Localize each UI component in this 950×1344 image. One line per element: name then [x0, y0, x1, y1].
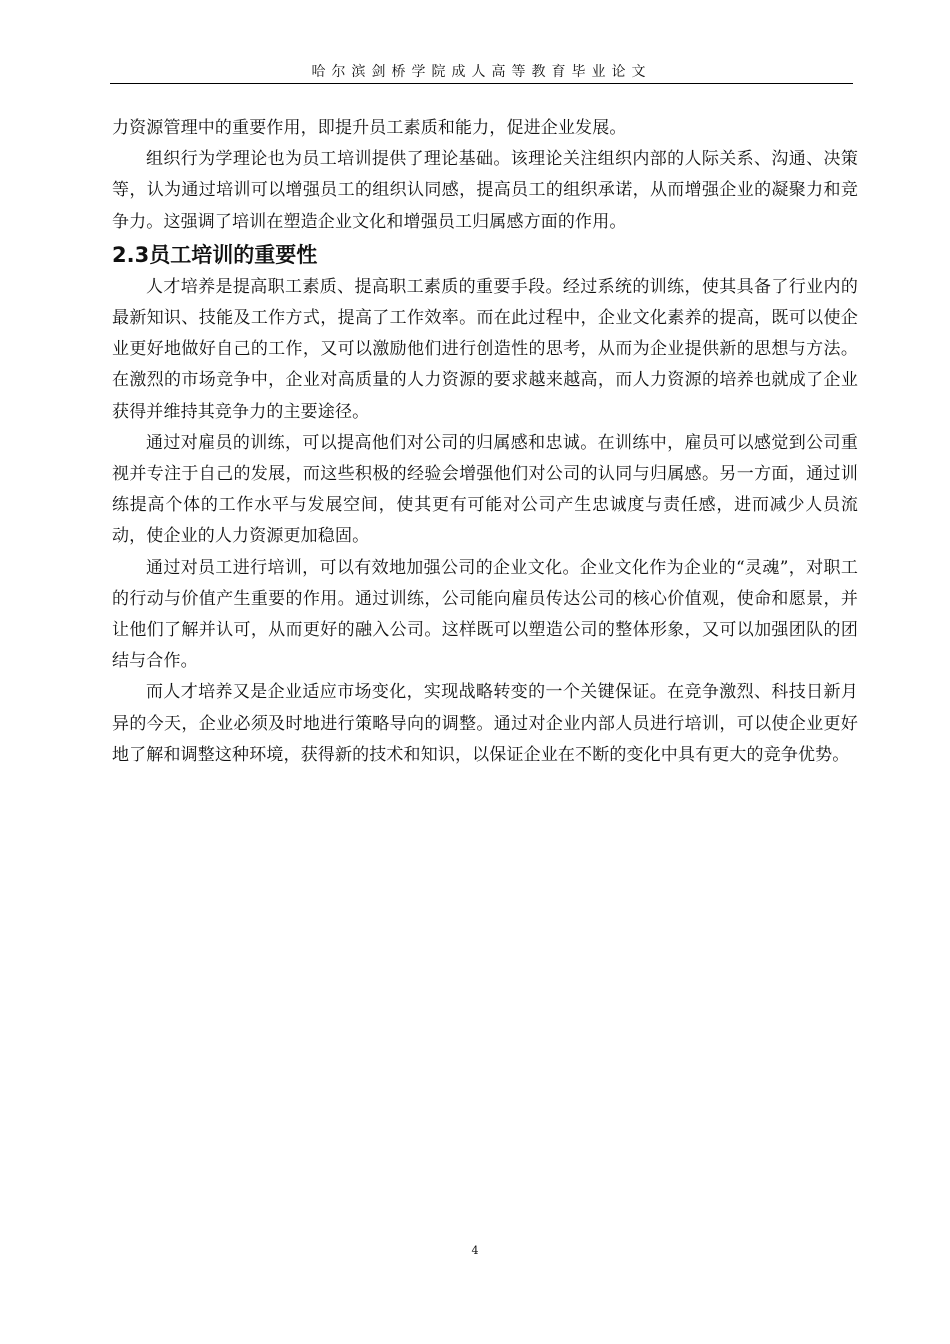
paragraph-corporate-culture: 通过对员工进行培训，可以有效地加强公司的企业文化。企业文化作为企业的“灵魂”，对职工的行动与价值产生重要的作用。通过训练，公司能向雇员传达公司的核心价值观，使命和愿景，并让他们了解并认可，从而更好的融入公司。这样既可以塑造公司的整体形象，又可以加强团队的团结与合作。: [112, 557, 858, 672]
page-header-title: 哈尔滨剑桥学院成人高等教育毕业论文: [311, 64, 652, 80]
paragraph-org-behavior-theory: 组织行为学理论也为员工培训提供了理论基础。该理论关注组织内部的人际关系、沟通、决策等，认为通过培训可以增强员工的组织认同感，提高员工的组织承诺，从而增强企业的凝聚力和竞争力。这强调了培训在塑造企业文化和增强员工归属感方面的作用。: [112, 149, 858, 232]
section-heading: 2.3员工培训的重要性: [112, 242, 318, 267]
paragraph-talent-cultivation: 人才培养是提高职工素质、提高职工素质的重要手段。经过系统的训练，使其具备了行业内的最新知识、技能及工作方式，提高了工作效率。而在此过程中，企业文化素养的提高，既可以使企业更好地做好自己的工作，又可以激励他们进行创造性的思考，从而为企业提供新的思想与方法。在激烈的市场竞争中，企业对高质量的人力资源的要求越来越高，而人力资源的培养也就成了企业获得并维持其竞争力的主要途径。: [112, 276, 858, 422]
paragraph-continued: 力资源管理中的重要作用，即提升员工素质和能力，促进企业发展。: [112, 118, 627, 138]
header-divider: [110, 83, 853, 84]
paragraph-strategic-change: 而人才培养又是企业适应市场变化，实现战略转变的一个关键保证。在竞争激烈、科技日新月异的今天，企业必须及时地进行策略导向的调整。通过对企业内部人员进行培训，可以使企业更好地了解和调整这种环境，获得新的技术和知识，以保证企业在不断的变化中具有更大的竞争优势。: [112, 682, 858, 765]
paragraph-employee-loyalty: 通过对雇员的训练，可以提高他们对公司的归属感和忠诚。在训练中，雇员可以感觉到公司重视并专注于自己的发展，而这些积极的经验会增强他们对公司的认同与归属感。另一方面，通过训练提高个体的工作水平与发展空间，使其更有可能对公司产生忠诚度与责任感，进而减少人员流动，使企业的人力资源更加稳固。: [112, 432, 858, 547]
page-number: 4: [471, 1244, 479, 1257]
document-body: [112, 113, 858, 771]
